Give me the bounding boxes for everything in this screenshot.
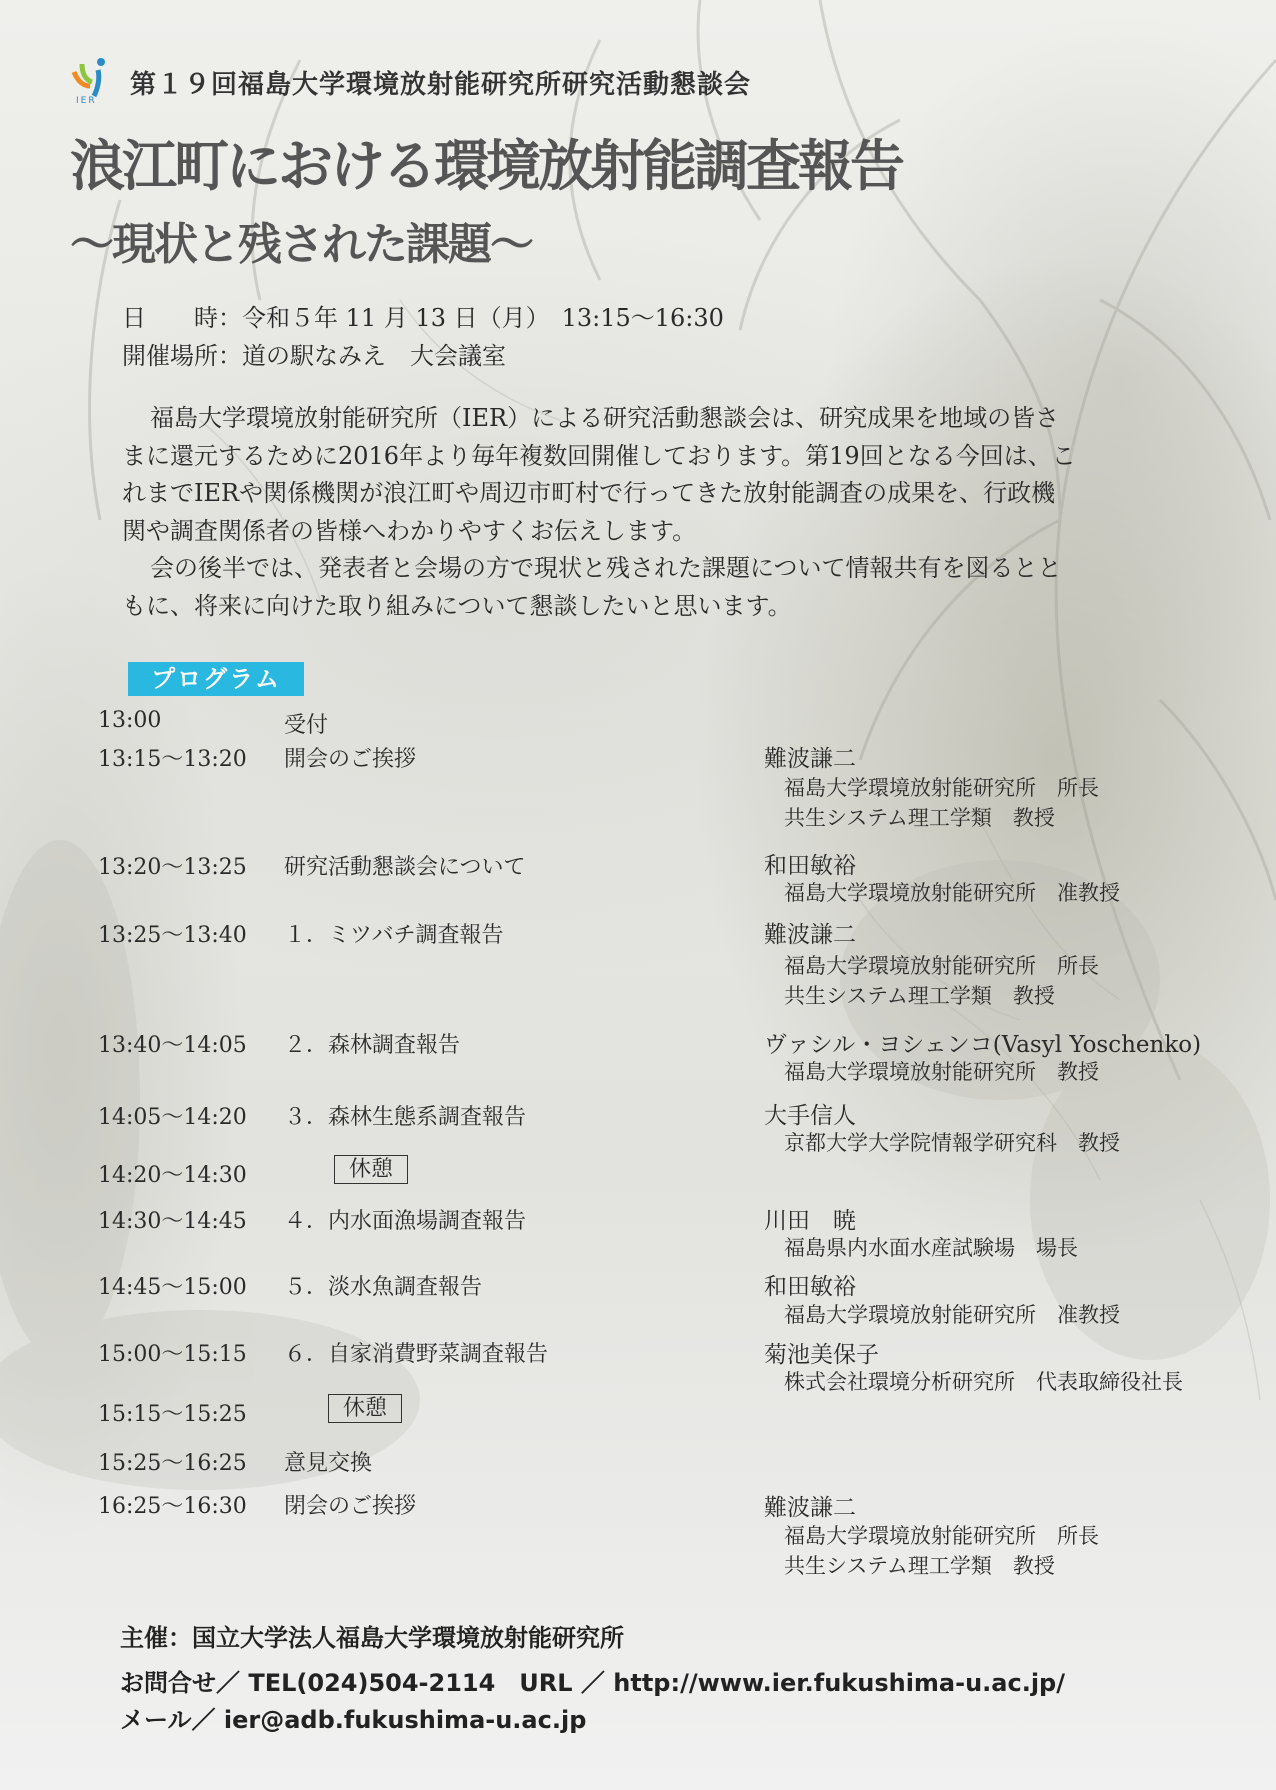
- schedule-time: 14:30～14:45: [98, 1209, 247, 1234]
- break-box: 休憩: [328, 1394, 402, 1423]
- schedule-item: ４．内水面漁場調査報告: [284, 1209, 527, 1234]
- intro-line: 関や調査関係者の皆様へわかりやすくお伝えします。: [122, 516, 697, 545]
- break-label: [328, 1391, 402, 1422]
- page-title: 浪江町における環境放射能調査報告: [70, 134, 903, 198]
- speaker-name: 和田敏裕: [764, 853, 856, 879]
- speaker-affiliation: 京都大学大学院情報学研究科 教授: [784, 1131, 1120, 1155]
- speaker-affiliation: 株式会社環境分析研究所 代表取締役社長: [784, 1370, 1183, 1394]
- schedule-item: ３．森林生態系調査報告: [284, 1105, 527, 1130]
- speaker-affiliation: 福島大学環境放射能研究所 准教授: [784, 881, 1120, 905]
- schedule-time: 15:15～15:25: [98, 1402, 247, 1427]
- program-label: プログラム: [128, 662, 304, 696]
- schedule-item: 受付: [284, 713, 329, 738]
- schedule-time: 13:15～13:20: [98, 747, 247, 772]
- speaker-affiliation: 福島大学環境放射能研究所 准教授: [784, 1303, 1120, 1327]
- speaker-name: 川田 暁: [764, 1208, 856, 1234]
- speaker-name: 難波謙二: [764, 746, 856, 772]
- schedule-item: ５．淡水魚調査報告: [284, 1275, 483, 1300]
- speaker-name: 難波謙二: [764, 1495, 856, 1521]
- speaker-affiliation: 共生システム理工学類 教授: [784, 984, 1055, 1008]
- schedule-time: 13:00: [98, 708, 162, 733]
- schedule-item: 閉会のご挨拶: [284, 1494, 417, 1519]
- schedule-time: 13:40～14:05: [98, 1033, 247, 1058]
- mail-line: メール／ ier@adb.fukushima-u.ac.jp: [120, 1706, 587, 1734]
- schedule-item: ２．森林調査報告: [284, 1033, 461, 1058]
- intro-line: れまでIERや関係機関が浪江町や周辺市町村で行ってきた放射能調査の成果を、行政機: [122, 479, 1056, 507]
- speaker-name: 難波謙二: [764, 922, 856, 948]
- contact-line: お問合せ／ TEL(024)504-2114 URL ／ http://www.ier.fukushima-u.ac.jp/: [120, 1669, 1065, 1697]
- schedule-time: 14:45～15:00: [98, 1275, 247, 1300]
- speaker-name: 菊池美保子: [764, 1342, 879, 1368]
- event-series-line: 第１９回福島大学環境放射能研究所研究活動懇談会: [130, 70, 752, 100]
- ier-logo-text: IER: [76, 96, 97, 106]
- schedule-time: 15:00～15:15: [98, 1342, 247, 1367]
- schedule-time: 15:25～16:25: [98, 1451, 247, 1476]
- speaker-name: 大手信人: [764, 1103, 856, 1129]
- schedule-time: 13:20～13:25: [98, 855, 247, 880]
- intro-line: まに還元するために2016年より毎年複数回開催しております。第19回となる今回は、こ: [122, 441, 1076, 470]
- schedule-time: 13:25～13:40: [98, 923, 247, 948]
- speaker-affiliation: 福島県内水面水産試験場 場長: [784, 1236, 1078, 1260]
- schedule-item: 研究活動懇談会について: [284, 855, 526, 880]
- intro-line: もに、将来に向けた取り組みについて懇談したいと思います。: [122, 591, 792, 620]
- speaker-affiliation: 共生システム理工学類 教授: [784, 806, 1055, 830]
- schedule-item: ６．自家消費野菜調査報告: [284, 1342, 549, 1367]
- schedule-time: 14:05～14:20: [98, 1105, 247, 1130]
- schedule-item: 意見交換: [284, 1451, 373, 1476]
- page-subtitle: ～現状と残された課題～: [70, 219, 532, 270]
- schedule-item: １．ミツバチ調査報告: [284, 923, 504, 948]
- speaker-affiliation: 福島大学環境放射能研究所 所長: [784, 1524, 1099, 1548]
- schedule-item: 開会のご挨拶: [284, 747, 417, 772]
- event-venue: 開催場所：道の駅なみえ 大会議室: [122, 342, 506, 370]
- speaker-affiliation: 福島大学環境放射能研究所 所長: [784, 954, 1099, 978]
- break-label: [334, 1152, 408, 1183]
- speaker-name: ヴァシル・ヨシェンコ(Vasyl Yoschenko): [764, 1032, 1202, 1058]
- break-box: 休憩: [334, 1155, 408, 1184]
- speaker-name: 和田敏裕: [764, 1274, 856, 1300]
- schedule-time: 14:20～14:30: [98, 1163, 247, 1188]
- intro-line: 会の後半では、発表者と会場の方で現状と残された課題について情報共有を図るとと: [150, 554, 1062, 582]
- speaker-affiliation: 福島大学環境放射能研究所 所長: [784, 776, 1099, 800]
- ier-logo: [68, 56, 112, 110]
- schedule-time: 16:25～16:30: [98, 1494, 247, 1519]
- speaker-affiliation: 福島大学環境放射能研究所 教授: [784, 1060, 1099, 1084]
- host-line: 主催：国立大学法人福島大学環境放射能研究所: [120, 1624, 624, 1652]
- intro-text: [122, 400, 1182, 625]
- intro-line: 福島大学環境放射能研究所（IER）による研究活動懇談会は、研究成果を地域の皆さ: [150, 404, 1060, 432]
- speaker-affiliation: 共生システム理工学類 教授: [784, 1554, 1055, 1578]
- ier-logo-mark: [68, 56, 112, 98]
- event-date: 日 時：令和５年 11 月 13 日（月） 13:15～16:30: [122, 304, 724, 332]
